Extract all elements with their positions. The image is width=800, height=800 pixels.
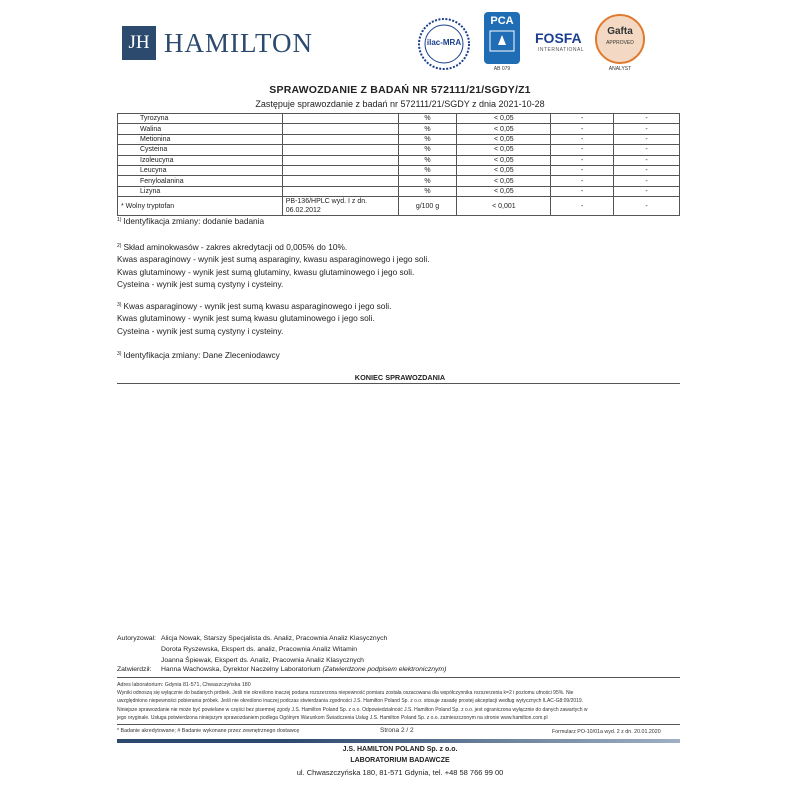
extra-cell: -	[614, 165, 680, 175]
method-cell	[282, 114, 398, 124]
method-cell	[282, 186, 398, 196]
analyte-name: * Wolny tryptofan	[118, 197, 283, 216]
footer-bar	[117, 739, 680, 743]
result-cell: < 0,05	[457, 165, 551, 175]
extra-cell: -	[614, 145, 680, 155]
footer-company: J.S. HAMILTON POLAND Sp. z o.o.	[342, 746, 458, 753]
result-cell: < 0,001	[457, 197, 551, 216]
approver-name: Hanna Wachowska, Dyrektor Naczelny Laboratorium	[161, 666, 321, 673]
legend: * Badanie akredytowane; # Badanie wykonane przez zewnętrznego dostawcę	[117, 728, 300, 734]
approved-label: Zatwierdził:	[117, 666, 152, 673]
result-row	[118, 165, 680, 175]
note-3-marker: 3)	[117, 302, 122, 308]
extra-cell: -	[551, 124, 614, 134]
unit-cell: %	[398, 155, 457, 165]
analyte-name: Lizyna	[118, 186, 283, 196]
author-2: Dorota Ryszewska, Ekspert ds. analiz, Pracownia Analiz Witamin	[161, 646, 358, 653]
note-1-text: Identyfikacja zmiany: dodanie badania	[123, 216, 265, 226]
disclaimer-line: Wyniki odnoszą się wyłącznie do badanych próbek. Jeśli nie określono inaczej podana rozszerzona niepewność pomiaru została oszacowana dla współczynnika rozszerzenia k=2 i poziomu ufności 95%. Nie	[117, 690, 574, 696]
result-row	[118, 114, 680, 124]
result-cell: < 0,05	[457, 145, 551, 155]
result-cell: < 0,05	[457, 176, 551, 186]
note-3-line: Kwas glutaminowy - wynik jest sumą kwasu glutaminowego i jego soli.	[117, 313, 375, 324]
result-cell: < 0,05	[457, 155, 551, 165]
extra-cell: -	[551, 155, 614, 165]
result-cell: < 0,05	[457, 124, 551, 134]
extra-cell: -	[614, 124, 680, 134]
unit-cell: %	[398, 176, 457, 186]
extra-cell: -	[614, 197, 680, 216]
extra-cell: -	[551, 114, 614, 124]
author-3: Joanna Śpiewak, Ekspert ds. Analiz, Pracownia Analiz Klasycznych	[161, 657, 364, 664]
company-logo-mark: JH	[122, 26, 156, 60]
result-row	[118, 176, 680, 186]
note-2-line: Cysteina - wynik jest sumą cystyny i cysteiny.	[117, 279, 284, 290]
method-cell	[282, 176, 398, 186]
divider	[117, 677, 680, 678]
pca-label: PCA	[490, 15, 514, 27]
analyte-name: Metionina	[118, 134, 283, 144]
note-3-line: Kwas asparaginowy - wynik jest sumą kwasu asparaginowego i jego soli.	[123, 301, 392, 311]
fosfa-sub: INTERNATIONAL	[538, 47, 585, 53]
authored-label: Autoryzował:	[117, 635, 156, 642]
note-2-line: Skład aminokwasów - zakres akredytacji od 0,005% do 10%.	[123, 242, 348, 252]
extra-cell: -	[614, 114, 680, 124]
method-cell	[282, 124, 398, 134]
result-row	[118, 134, 680, 144]
extra-cell: -	[551, 176, 614, 186]
pca-caption: AB 079	[493, 66, 511, 72]
extra-cell: -	[614, 176, 680, 186]
result-row	[118, 155, 680, 165]
extra-cell: -	[614, 186, 680, 196]
extra-cell: -	[551, 197, 614, 216]
note-2-line: Kwas asparaginowy - wynik jest sumą asparaginy, kwasu asparaginowego i jego soli.	[117, 254, 430, 265]
extra-cell: -	[614, 134, 680, 144]
gafta-caption: ANALYST	[608, 66, 632, 72]
end-of-report: KONIEC SPRAWOZDANIA	[354, 373, 446, 382]
extra-cell: -	[614, 155, 680, 165]
note-3	[117, 299, 391, 337]
results-table	[117, 113, 680, 216]
result-cell: < 0,05	[457, 114, 551, 124]
unit-cell: %	[398, 134, 457, 144]
analyte-name: Izoleucyna	[118, 155, 283, 165]
footer-address: ul. Chwaszczyńska 180, 81-571 Gdynia, tel. +48 58 766 99 00	[296, 768, 504, 777]
extra-cell: -	[551, 134, 614, 144]
disclaimer-line: uwzględniono niepewności pobierania próbek. Jeśli nie określono inaczej podczas stwierdzania zgodności J.S. Hamilton Poland Sp. z o.o. stosuje zasadę prostej akceptacji według wytycznych ILAC-G8:09/2019.	[117, 698, 584, 705]
lab-address: Adres laboratorium: Gdynia 81-571, Chwaszczyńska 180	[117, 682, 251, 688]
result-cell: < 0,05	[457, 186, 551, 196]
gafta-badge	[594, 13, 646, 65]
unit-cell: %	[398, 165, 457, 175]
extra-cell: -	[551, 186, 614, 196]
note-2-marker: 2)	[117, 243, 122, 249]
note-2-line: Kwas glutaminowy - wynik jest sumą glutaminy, kwasu glutaminowego i jego soli.	[117, 266, 415, 277]
note-1	[117, 214, 264, 227]
extra-cell: -	[551, 165, 614, 175]
result-row	[118, 197, 680, 216]
report-title: SPRAWOZDANIE Z BADAŃ NR 572111/21/SGDY/Z1	[269, 84, 531, 96]
note-4-text: Identyfikacja zmiany: Dane Zleceniodawcy	[123, 350, 280, 360]
analyte-name: Fenyloalanina	[118, 176, 283, 186]
gafta-label: Gafta	[607, 26, 633, 37]
method-cell	[282, 145, 398, 155]
method-cell	[282, 134, 398, 144]
note-1-marker: 1)	[117, 217, 122, 223]
gafta-sub: APPROVED	[606, 40, 634, 46]
disclaimer-line: Niniejsze sprawozdanie nie może być powielane w części bez pisemnej zgody J.S. Hamilton Poland Sp. z o.o. Odpowiedzialność J.S. Hamilton Poland Sp. z o.o. jest ograniczona wyłącznie do danych zawartych w	[117, 706, 588, 713]
unit-cell: g/100 g	[398, 197, 457, 216]
method-cell	[282, 165, 398, 175]
form-id: Formularz PO-10/01a wyd. 2 z dn. 20.01.2020	[552, 729, 661, 735]
method-cell	[282, 155, 398, 165]
divider	[117, 724, 680, 725]
result-cell: < 0,05	[457, 134, 551, 144]
analyte-name: Walina	[118, 124, 283, 134]
note-4	[117, 348, 280, 361]
approver-note: (Zatwierdzone podpisem elektronicznym)	[322, 666, 447, 673]
unit-cell: %	[398, 114, 457, 124]
pca-badge	[484, 12, 520, 64]
unit-cell: %	[398, 124, 457, 134]
disclaimer-line: jego oryginale. Usługa potwierdzona niniejszym sprawozdaniem podlega Ogólnym Warunkom Świadczenia Usług J.S. Hamilton Poland Sp. z o.o. zamieszczonym na stronie www.hamilton.com.pl	[117, 714, 548, 721]
analyte-name: Tyrozyna	[118, 114, 283, 124]
note-2	[117, 240, 430, 291]
unit-cell: %	[398, 145, 457, 155]
unit-cell: %	[398, 186, 457, 196]
approver	[161, 664, 446, 675]
analyte-name: Leucyna	[118, 165, 283, 175]
result-row	[118, 145, 680, 155]
divider	[117, 383, 680, 384]
analyte-name: Cysteina	[118, 145, 283, 155]
result-row	[118, 186, 680, 196]
note-4-marker: 3)	[117, 351, 122, 357]
report-subtitle: Zastępuje sprawozdanie z badań nr 572111/21/SGDY z dnia 2021-10-28	[255, 99, 545, 109]
extra-cell: -	[551, 145, 614, 155]
fosfa-label: FOSFA	[535, 30, 582, 46]
method-cell: PB-136/HPLC wyd. I z dn. 06.02.2012	[282, 197, 398, 216]
company-logo-name: HAMILTON	[164, 28, 314, 58]
note-3-line: Cysteina - wynik jest sumą cystyny i cysteiny.	[117, 325, 284, 336]
page-number: Strona 2 / 2	[380, 727, 414, 734]
ilac-mra-label: ilac-MRA	[426, 38, 462, 47]
author-1: Alicja Nowak, Starszy Specjalista ds. Analiz, Pracownia Analiz Klasycznych	[161, 635, 388, 642]
ilac-mra-badge	[416, 16, 472, 72]
result-row	[118, 124, 680, 134]
disclaimer	[117, 689, 687, 722]
footer-lab: LABORATORIUM BADAWCZE	[350, 757, 450, 764]
